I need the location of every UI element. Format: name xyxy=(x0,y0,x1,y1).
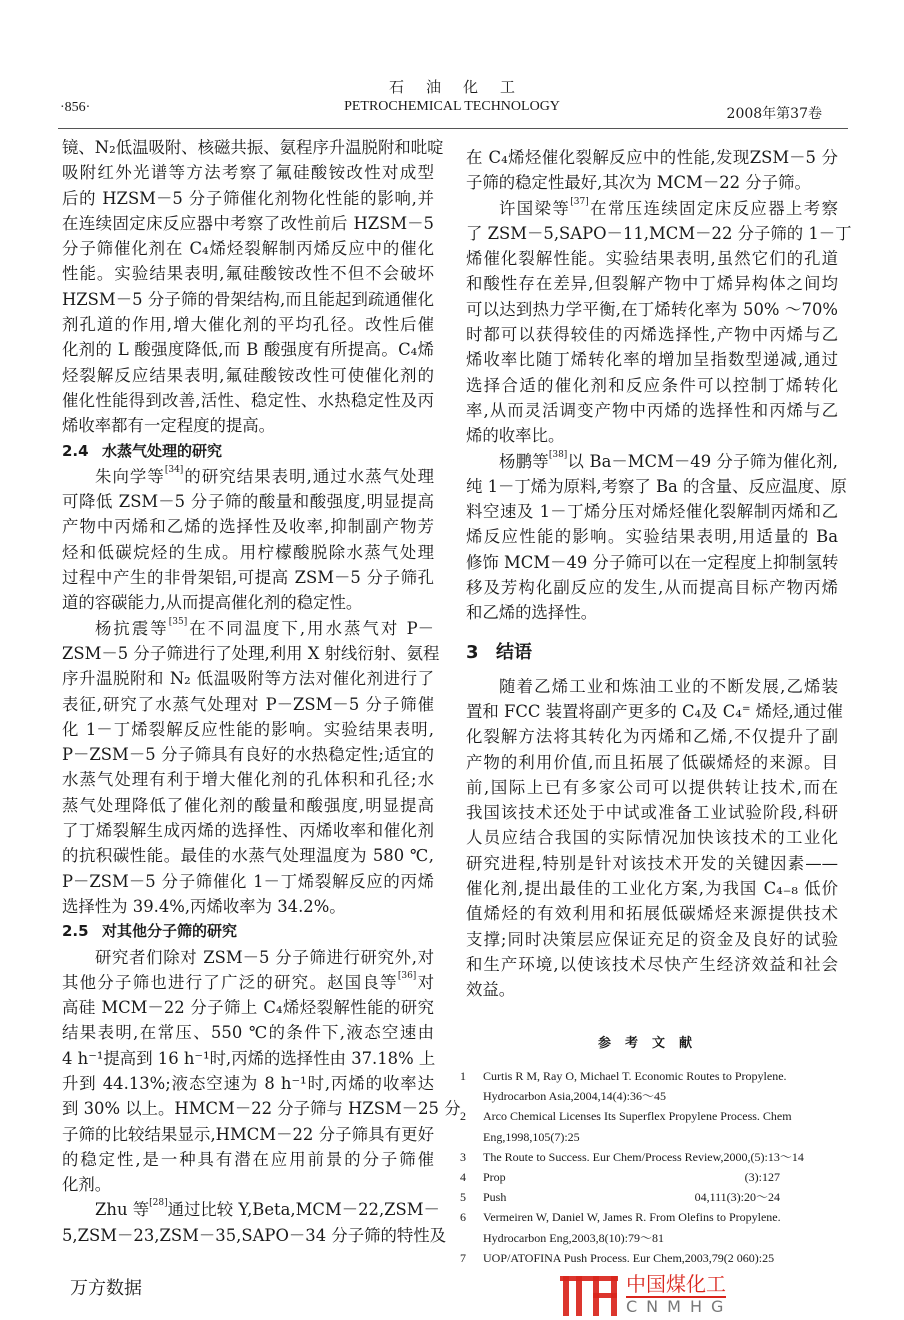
reference-line: Eng,1998,105(7):25 xyxy=(483,1129,580,1144)
text-line: 化 1－丁烯裂解反应性能的影响。实验结果表明, xyxy=(62,719,434,739)
reference-item xyxy=(460,1248,840,1268)
citation: [35] xyxy=(168,616,188,627)
source-footer: 万方数据 xyxy=(70,1278,142,1299)
reference-line: The Route to Success. Eur Chem/Process Review,2000,(5):13～14 xyxy=(483,1149,804,1164)
text-line: 时都可以获得较佳的丙烯选择性,产物中丙烯与乙 xyxy=(466,325,838,345)
text-line: 料空速及 1－丁烯分压对烯烃催化裂解制丙烯和乙 xyxy=(466,502,838,522)
text-line: 和生产环境,以使该技术尽快产生经济效益和社会 xyxy=(466,954,838,974)
text-line: 纯 1－丁烯为原料,考察了 Ba 的含量、反应温度、原 xyxy=(466,476,847,496)
reference-number: 6 xyxy=(460,1210,466,1225)
text-line: 和乙烯的选择性。 xyxy=(466,603,598,623)
text-line: 蒸气处理降低了催化剂的酸量和酸强度,明显提高 xyxy=(62,795,434,815)
citation: [36] xyxy=(397,970,417,981)
text-line: 烯收率都有一定程度的提高。 xyxy=(62,416,276,436)
reference-tail: 04,111(3):20～24 xyxy=(694,1190,780,1205)
text-line: HZSM－5 分子筛的骨架结构,而且能起到疏通催化 xyxy=(62,289,434,309)
text-line: 移及芳构化副反应的发生,从而提高目标产物丙烯 xyxy=(466,578,838,598)
header-divider xyxy=(58,128,848,129)
text-line: 化裂解方法将其转化为丙烯和乙烯,不仅提升了副 xyxy=(466,727,838,747)
reference-number: 7 xyxy=(460,1250,466,1265)
reference-line: Vermeiren W, Daniel W, James R. From Olefins to Propylene. xyxy=(483,1210,781,1225)
paragraph xyxy=(466,145,838,196)
text-line: 化剂。 xyxy=(62,1175,112,1195)
text-line: 朱向学等[34]的研究结果表明,通过水蒸气处理 xyxy=(95,464,435,486)
reference-line: Arco Chemical Licenses Its Superflex Propylene Process. Chem xyxy=(483,1109,792,1124)
text-line: 修饰 MCM－49 分子筛可以在一定程度上抑制氢转 xyxy=(466,552,839,572)
text-line: 剂孔道的作用,增大催化剂的平均孔径。改性后催 xyxy=(62,315,434,335)
text-line: 烯反应性能的影响。实验结果表明,用适量的 Ba xyxy=(466,527,838,547)
paragraph xyxy=(62,135,444,439)
text-line: 表征,研究了水蒸气处理对 P－ZSM－5 分子筛催 xyxy=(62,694,434,714)
journal-title-en: PETROCHEMICAL TECHNOLOGY xyxy=(344,99,560,114)
watermark-logo xyxy=(560,1272,800,1316)
text-line: 催化性能得到改善,活性、稳定性、水热稳定性及丙 xyxy=(62,390,434,410)
text-line: 烯的收率比。 xyxy=(466,426,565,446)
reference-line: Hydrocarbon Asia,2004,14(4):36～45 xyxy=(483,1089,666,1104)
section-heading xyxy=(62,919,434,944)
citation: [34] xyxy=(164,464,184,475)
paragraph xyxy=(62,464,434,616)
text-line: 值烯烃的有效利用和拓展低碳烯烃来源提供技术 xyxy=(466,904,838,924)
text-line: 效益。 xyxy=(466,980,516,1000)
heading-title: 对其他分子筛的研究 xyxy=(102,922,238,941)
page-number: ·856· xyxy=(60,100,91,115)
text-line: 和酸性存在差异,但裂解产物中丁烯异构体之间均 xyxy=(466,274,838,294)
heading-title: 水蒸气处理的研究 xyxy=(102,441,223,460)
reference-number: 1 xyxy=(460,1069,466,1083)
reference-line: Curtis R M, Ray O, Michael T. Economic Routes to Propylene. xyxy=(483,1069,787,1083)
paragraph xyxy=(62,945,461,1198)
reference-list xyxy=(460,1066,840,1268)
text-line: 升到 44.13%;液态空速为 8 h⁻¹时,丙烯的收率达 xyxy=(62,1073,434,1093)
watermark-name-en: CNMHG xyxy=(626,1297,733,1316)
reference-number: 5 xyxy=(460,1190,466,1205)
reference-item xyxy=(460,1187,840,1207)
reference-line: Push xyxy=(483,1190,507,1205)
text-line: 高硅 MCM－22 分子筛上 C₄烯烃裂解性能的研究 xyxy=(62,998,434,1018)
reference-line: Hydrocarbon Eng,2003,8(10):79～81 xyxy=(483,1230,664,1245)
text-line: 烯收率比随丁烯转化率的增加呈指数型递减,通过 xyxy=(466,350,838,370)
reference-line: UOP/ATOFINA Push Process. Eur Chem,2003,79(2 060):25 xyxy=(483,1250,775,1265)
text-line: 后的 HZSM－5 分子筛催化剂物化性能的影响,并 xyxy=(62,188,434,208)
reference-item xyxy=(460,1066,840,1106)
heading-number: 2.4 xyxy=(62,441,89,460)
text-line: 到 30% 以上。HMCM－22 分子筛与 HZSM－25 分 xyxy=(62,1099,461,1119)
text-line: 率,从而灵活调变产物中丙烯的选择性和丙烯与乙 xyxy=(466,400,838,420)
text-line: 可降低 ZSM－5 分子筛的酸量和酸强度,明显提高 xyxy=(62,492,434,512)
left-column xyxy=(62,135,461,1248)
text-line: 催化剂,提出最佳的工业化方案,为我国 C₄₋₈ 低价 xyxy=(466,879,838,899)
text-line: 的稳定性,是一种具有潜在应用前景的分子筛催 xyxy=(62,1149,434,1169)
text-line: 选择性为 39.4%,丙烯收率为 34.2%。 xyxy=(62,896,346,916)
text-line: 序升温脱附和 N₂ 低温吸附等方法对催化剂进行了 xyxy=(62,669,434,689)
text-line: 置和 FCC 装置将副产更多的 C₄及 C₄⁼ 烯烃,通过催 xyxy=(466,701,843,721)
reference-tail: (3):127 xyxy=(744,1170,780,1185)
text-line: 产物的利用价值,而且拓展了低碳烯烃的来源。目 xyxy=(466,752,838,772)
text-line: 了 ZSM－5,SAPO－11,MCM－22 分子筛的 1－丁 xyxy=(466,223,852,243)
text-line: 杨鹏等[38]以 Ba－MCM－49 分子筛为催化剂, xyxy=(499,449,838,471)
text-line: 子筛的比较结果显示,HMCM－22 分子筛具有更好 xyxy=(62,1124,434,1144)
text-line: 随着乙烯工业和炼油工业的不断发展,乙烯装 xyxy=(499,676,838,696)
volume-info: 2008年第37卷 xyxy=(726,106,822,122)
text-line: 性能。实验结果表明,氟硅酸铵改性不但不会破坏 xyxy=(62,264,434,284)
text-line: 可以达到热力学平衡,在丁烯转化率为 50% ～70% xyxy=(466,299,838,319)
citation: [37] xyxy=(570,196,589,207)
text-line: P－ZSM－5 分子筛催化 1－丁烯裂解反应的丙烯 xyxy=(62,871,434,891)
reference-item xyxy=(460,1106,840,1146)
text-line: P－ZSM－5 分子筛具有良好的水热稳定性;适宜的 xyxy=(62,745,434,765)
citation: [38] xyxy=(548,449,568,460)
text-line: 人员应结合我国的实际情况加快该技术的工业化 xyxy=(466,828,838,848)
text-line: 在连续固定床反应器中考察了改性前后 HZSM－5 xyxy=(62,213,434,233)
text-line: 4 h⁻¹提高到 16 h⁻¹时,丙烯的选择性由 37.18% 上 xyxy=(62,1048,436,1068)
paragraph xyxy=(466,674,843,1003)
section-heading xyxy=(62,439,434,464)
reference-number: 2 xyxy=(460,1109,466,1124)
text-line: 烃裂解反应结果表明,氟硅酸铵改性可使催化剂的 xyxy=(62,365,434,385)
text-line: 产物中丙烯和乙烯的选择性及收率,抑制副产物芳 xyxy=(62,517,434,537)
heading-number: 3 xyxy=(466,641,479,663)
text-line: 支撑;同时决策层应保证充足的资金及良好的试验 xyxy=(466,929,838,949)
text-line: 我国该技术还处于中试或准备工业试验阶段,科研 xyxy=(466,803,838,823)
text-line: 化剂的 L 酸强度降低,而 B 酸强度有所提高。C₄烯 xyxy=(62,340,434,360)
heading-number: 2.5 xyxy=(62,922,89,941)
paragraph xyxy=(62,1197,447,1248)
text-line: 了丁烯裂解生成丙烯的选择性、丙烯收率和催化剂 xyxy=(62,821,434,841)
text-line: 道的容碳能力,从而提高催化剂的稳定性。 xyxy=(62,593,363,613)
text-line: 其他分子筛也进行了广泛的研究。赵国良等[36]对 xyxy=(62,970,435,992)
text-line: 吸附红外光谱等方法考察了氟硅酸铵改性对成型 xyxy=(62,163,434,183)
paragraph xyxy=(466,449,847,626)
section-heading xyxy=(466,632,838,674)
watermark-name-cn: 中国煤化工 xyxy=(626,1272,726,1296)
text-line: 许国梁等[37]在常压连续固定床反应器上考察 xyxy=(499,196,839,218)
text-line: 过程中产生的非骨架铝,可提高 ZSM－5 分子筛孔 xyxy=(62,568,434,588)
text-line: 研究者们除对 ZSM－5 分子筛进行研究外,对 xyxy=(95,947,434,967)
text-line: 杨抗震等[35]在不同温度下,用水蒸气对 P－ xyxy=(95,616,435,638)
reference-item xyxy=(460,1207,840,1247)
citation: [28] xyxy=(149,1198,168,1209)
reference-item xyxy=(460,1147,840,1167)
text-line: 烃和低碳烷烃的生成。用柠檬酸脱除水蒸气处理 xyxy=(62,542,434,562)
text-line: 的抗积碳性能。最佳的水蒸气处理温度为 580 ℃, xyxy=(62,846,434,866)
heading-title: 结语 xyxy=(496,641,532,663)
text-line: 研究进程,特别是针对该技术开发的关键因素—— xyxy=(466,853,838,873)
reference-line: Prop xyxy=(483,1170,506,1185)
text-line: 分子筛催化剂在 C₄烯烃裂解制丙烯反应中的催化 xyxy=(62,239,434,259)
reference-number: 3 xyxy=(460,1149,466,1164)
reference-item xyxy=(460,1167,840,1187)
text-line: 5,ZSM－23,ZSM－35,SAPO－34 分子筛的特性及 xyxy=(62,1225,447,1245)
text-line: 结果表明,在常压、550 ℃的条件下,液态空速由 xyxy=(62,1023,434,1043)
paragraph xyxy=(62,616,440,920)
text-line: 前,国际上已有多家公司可以提供转让技术,而在 xyxy=(466,777,838,797)
text-line: 选择合适的催化剂和反应条件可以控制丁烯转化 xyxy=(466,375,838,395)
journal-title-cn: 石油化工 xyxy=(388,78,537,96)
references-title: 参考文献 xyxy=(597,1036,706,1051)
paragraph xyxy=(466,196,852,449)
text-line: 子筛的稳定性最好,其次为 MCM－22 分子筛。 xyxy=(466,173,811,193)
text-line: Zhu 等[28]通过比较 Y,Beta,MCM－22,ZSM－ xyxy=(95,1198,440,1220)
text-line: 烯催化裂解性能。实验结果表明,虽然它们的孔道 xyxy=(466,249,838,269)
text-line: 水蒸气处理有利于增大催化剂的孔体积和孔径;水 xyxy=(62,770,434,790)
text-line: 在 C₄烯烃催化裂解反应中的性能,发现ZSM－5 分 xyxy=(466,148,838,167)
text-line: ZSM－5 分子筛进行了处理,利用 X 射线衍射、氨程 xyxy=(62,643,440,663)
right-column xyxy=(466,145,852,1003)
mh-logo-icon xyxy=(560,1276,618,1316)
text-line: 镜、N₂低温吸附、核磁共振、氨程序升温脱附和吡啶 xyxy=(62,138,444,157)
reference-number: 4 xyxy=(460,1170,466,1185)
